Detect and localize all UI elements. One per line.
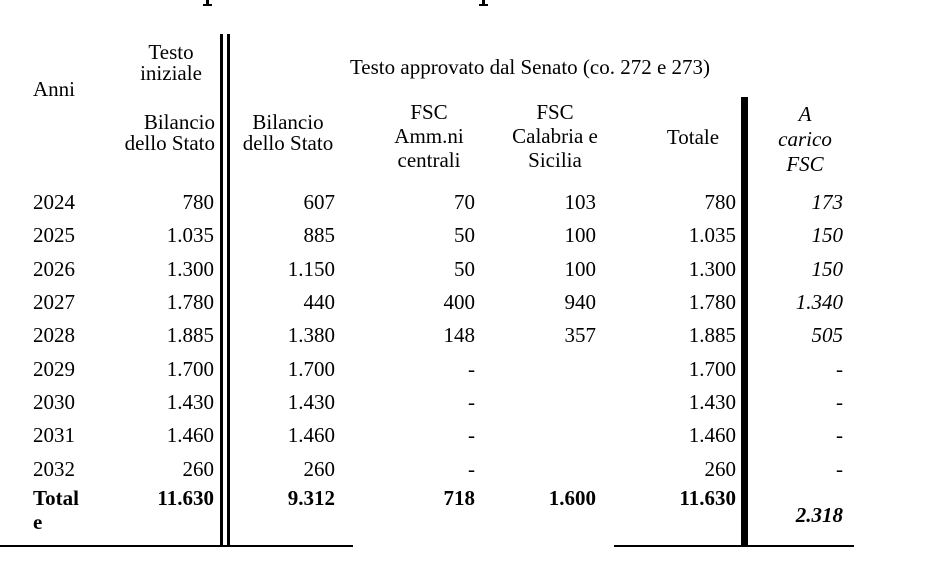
cell-fsc-calabria: 100 [564, 223, 596, 247]
cell-bilancio-senato: 885 [303, 223, 335, 247]
cell-a-carico-fsc: 173 [811, 190, 843, 214]
column-header-fsc-calabria-sicilia: FSC Calabria e Sicilia [512, 100, 598, 172]
table-bottom-rule-right [614, 545, 854, 547]
cell-anno: 2030 [33, 390, 75, 414]
cell-fsc-calabria [479, 423, 600, 449]
column-header-totale: Totale [666, 125, 720, 149]
cell-bilancio-senato: 260 [303, 457, 335, 481]
cell-bilancio-senato: 1.150 [287, 257, 335, 281]
cropped-text-fragment [479, 0, 488, 6]
column-header-fsc-ammni-centrali: FSC Amm.ni centrali [394, 100, 464, 172]
cell-bilancio-senato: 1.430 [287, 390, 335, 414]
cell-fsc-calabria [479, 390, 600, 416]
cell-fsc-ammni: 50 [454, 257, 475, 281]
cell-fsc-calabria [479, 357, 600, 383]
column-group-testo-iniziale: Testo iniziale [140, 40, 202, 85]
cell-a-carico-fsc: 150 [811, 257, 843, 281]
cell-bilancio-senato: 1.460 [287, 423, 335, 447]
table-row-2032 [0, 457, 870, 483]
table-row-2029 [0, 357, 870, 383]
cell-anno: 2029 [33, 357, 75, 381]
table-row-2030 [0, 390, 870, 416]
table-bottom-rule-left [0, 545, 353, 547]
cell-anno: 2024 [33, 190, 75, 214]
cell-anno: 2027 [33, 290, 75, 314]
table-row-2026 [0, 257, 870, 283]
cell-anno: 2032 [33, 457, 75, 481]
table-row-2025 [0, 223, 870, 249]
cell-anno: 2025 [33, 223, 75, 247]
cell-anno: 2031 [33, 423, 75, 447]
cell-testo-iniziale: 1.430 [166, 390, 214, 414]
cell-totale-total: 11.630 [679, 486, 736, 510]
cell-bilancio-senato: 440 [303, 290, 335, 314]
cell-fsc-ammni: 400 [443, 290, 475, 314]
cell-testo-iniziale: 780 [182, 190, 214, 214]
cell-anno: 2028 [33, 323, 75, 347]
cell-fsc-ammni: 148 [443, 323, 475, 347]
cell-a-carico-fsc-total: 2.318 [795, 503, 843, 527]
cell-testo-iniziale-total: 11.630 [157, 486, 214, 510]
cell-fsc-ammni: - [468, 457, 475, 481]
cell-fsc-ammni: - [468, 423, 475, 447]
cell-a-carico-fsc: 150 [811, 223, 843, 247]
cell-totale: 1.780 [688, 290, 736, 314]
cell-testo-iniziale: 1.700 [166, 357, 214, 381]
cell-totale: 780 [704, 190, 736, 214]
cell-fsc-calabria: 940 [564, 290, 596, 314]
cell-fsc-ammni: - [468, 390, 475, 414]
cell-totale: 1.430 [688, 390, 736, 414]
table-row-2028 [0, 323, 870, 349]
cell-totale: 260 [704, 457, 736, 481]
cell-fsc-calabria [479, 457, 600, 483]
table-row-2027 [0, 290, 870, 316]
cell-fsc-calabria: 357 [564, 323, 596, 347]
cell-a-carico-fsc: 1.340 [795, 290, 843, 314]
cell-testo-iniziale: 260 [182, 457, 214, 481]
column-header-bilancio-stato-senato: Bilancio dello Stato [242, 110, 334, 155]
cell-testo-iniziale: 1.035 [166, 223, 214, 247]
cell-totale-label: Totale [33, 486, 79, 534]
cell-a-carico-fsc: 505 [811, 323, 843, 347]
cell-a-carico-fsc: - [836, 357, 843, 381]
column-header-anni: Anni [33, 77, 75, 101]
cell-anno: 2026 [33, 257, 75, 281]
cell-bilancio-senato: 1.380 [287, 323, 335, 347]
cell-fsc-ammni: 50 [454, 223, 475, 247]
cell-fsc-calabria-total: 1.600 [548, 486, 596, 510]
cell-a-carico-fsc: - [836, 423, 843, 447]
table-row-2024 [0, 190, 870, 216]
cell-a-carico-fsc: - [836, 457, 843, 481]
cell-fsc-calabria: 100 [564, 257, 596, 281]
column-header-bilancio-stato-iniziale: Bilancio dello Stato [124, 110, 215, 155]
cell-bilancio-senato: 1.700 [287, 357, 335, 381]
cell-totale: 1.700 [688, 357, 736, 381]
cell-bilancio-senato: 607 [303, 190, 335, 214]
cell-bilancio-senato-total: 9.312 [287, 486, 335, 510]
cell-fsc-ammni: 70 [454, 190, 475, 214]
cell-fsc-calabria: 103 [564, 190, 596, 214]
cell-testo-iniziale: 1.780 [166, 290, 214, 314]
cell-totale: 1.035 [688, 223, 736, 247]
cell-testo-iniziale: 1.300 [166, 257, 214, 281]
cell-totale: 1.300 [688, 257, 736, 281]
cell-fsc-ammni-total: 718 [443, 486, 475, 510]
column-header-a-carico-fsc: A carico FSC [778, 102, 832, 176]
table-row-2031 [0, 423, 870, 449]
table-row-totals [0, 486, 870, 545]
column-group-senato: Testo approvato dal Senato (co. 272 e 273) [349, 55, 711, 79]
cell-testo-iniziale: 1.460 [166, 423, 214, 447]
cropped-text-fragment [203, 0, 212, 6]
cell-totale: 1.460 [688, 423, 736, 447]
cell-totale: 1.885 [688, 323, 736, 347]
cell-fsc-ammni: - [468, 357, 475, 381]
cell-a-carico-fsc: - [836, 390, 843, 414]
cell-testo-iniziale: 1.885 [166, 323, 214, 347]
